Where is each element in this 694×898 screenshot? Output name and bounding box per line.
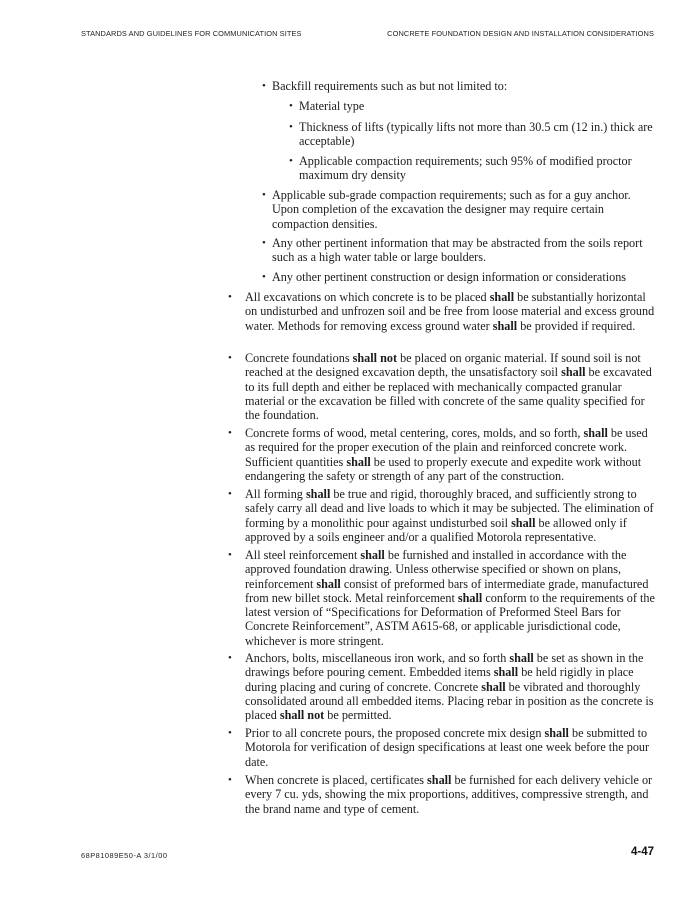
bullet-item [228, 487, 659, 544]
bullet-icon: • [289, 100, 293, 112]
bullet-item [228, 426, 659, 483]
emphasis-text: shall [489, 290, 515, 304]
text-run: be used as required for the proper execution of the plain and reinforced concrete work. Sufficient quantities [245, 426, 648, 469]
bullet-item [228, 548, 659, 648]
text-run: consist of preformed bars of intermediate grade, manufactured from new billet stock. Metal reinforcement [245, 576, 649, 605]
bullet-icon: • [228, 352, 232, 364]
bullet-icon: • [262, 271, 266, 283]
emphasis-text: shall not [279, 708, 325, 723]
emphasis-text: shall [481, 679, 506, 694]
bullet-text [245, 773, 659, 816]
text-run: be allowed only if approved by a soils engineer and/or a qualified Motorola representative. [245, 515, 627, 544]
emphasis-text: shall [427, 773, 452, 787]
text-run: Concrete forms of wood, metal centering, cores, molds, and so forth, [245, 426, 584, 440]
text-run: be excavated to its full depth and either be replaced with mechanically compacted granular material or the excavation be filled with concrete of the same quality specified for the foundation. [245, 365, 652, 423]
text-run: Concrete foundations [245, 351, 353, 365]
bullet-item [228, 351, 659, 423]
bullet-text [299, 120, 659, 149]
text-run: Any other pertinent information that may be abstracted from the soils report such as a high water table or large boulders. [272, 236, 643, 265]
emphasis-text: shall [511, 515, 536, 530]
emphasis-text: shall [346, 454, 371, 469]
bullet-item [289, 120, 659, 149]
bullet-item [289, 154, 659, 183]
bullet-icon: • [228, 727, 232, 739]
document-id-date: 68P81089E50-A 3/1/00 [81, 851, 168, 860]
bullet-icon: • [262, 237, 266, 249]
emphasis-text: shall [360, 548, 385, 562]
bullet-item [262, 236, 659, 265]
running-header-right: CONCRETE FOUNDATION DESIGN AND INSTALLATION CONSIDERATIONS [387, 29, 654, 38]
bullet-icon: • [228, 291, 232, 303]
bullet-text [245, 651, 659, 722]
bullet-text [245, 726, 659, 769]
emphasis-text: shall [544, 726, 569, 740]
emphasis-text: shall [493, 665, 519, 680]
bullet-icon: • [228, 488, 232, 500]
bullet-text [272, 270, 659, 284]
text-run: All steel reinforcement [245, 548, 361, 562]
bullet-icon: • [228, 652, 232, 664]
emphasis-text: shall [583, 426, 608, 440]
bullet-text [245, 351, 659, 422]
text-run: be substantially horizontal on undisturbed and unfrozen soil and be free from loose material and excess ground water. Methods for removing excess ground water [245, 290, 655, 333]
bullet-text [245, 290, 659, 333]
emphasis-text: shall [509, 651, 534, 665]
text-run: be provided if required. [517, 318, 636, 333]
bullet-item [228, 651, 659, 723]
text-run: be submitted to Motorola for verification of design specifications at least one week before the pour date. [245, 726, 650, 769]
text-run: Anchors, bolts, miscellaneous iron work, and so forth [245, 651, 510, 665]
bullet-text [299, 154, 659, 183]
bullet-item [262, 188, 659, 231]
bullet-icon: • [289, 155, 293, 167]
text-run: be placed on organic material. If sound soil is not reached at the designed excavation depth, the unsatisfactory soil [245, 351, 641, 380]
bullet-text [299, 99, 659, 113]
bullet-text [245, 426, 659, 483]
bullet-item [228, 726, 659, 769]
emphasis-text: shall [457, 590, 483, 605]
bullet-item [289, 99, 659, 113]
running-header-left: STANDARDS AND GUIDELINES FOR COMMUNICATION SITES [81, 29, 302, 38]
text-run: conform to the requirements of the latest version of “Specifications for Deformation of Preformed Steel Bars for Concrete Reinforcement”, ASTM A615-68, or applicable jurisdictional code, whichever is more stringent. [245, 590, 655, 648]
text-run: be used to properly execute and expedite work without endangering the safety or strength of any part of the construction. [245, 454, 642, 483]
bullet-text [272, 236, 659, 265]
text-run: be furnished and installed in accordance with the approved foundation drawing. Unless otherwise specified or shown on plans, reinforcement [245, 548, 627, 591]
emphasis-text: shall [316, 576, 341, 591]
text-run: Backfill requirements such as but not limited to: [272, 79, 508, 93]
page-number: 4-47 [630, 846, 654, 858]
text-run: be vibrated and thoroughly consolidated around all embedded items. Placing rebar in position as the concrete is placed [245, 679, 654, 723]
bullet-icon: • [228, 549, 232, 561]
text-run: be held rigidly in place during placing and curing of concrete. Concrete [245, 665, 634, 694]
text-run: When concrete is placed, certificates [245, 773, 428, 787]
text-run: Applicable compaction requirements; such 95% of modified proctor maximum dry density [299, 154, 632, 183]
bullet-item [228, 290, 659, 333]
text-run: Thickness of lifts (typically lifts not more than 30.5 cm (12 in.) thick are acceptable) [299, 120, 653, 149]
text-run: Prior to all concrete pours, the proposed concrete mix design [245, 726, 545, 740]
text-run: Any other pertinent construction or design information or considerations [272, 270, 627, 284]
emphasis-text: shall not [352, 351, 398, 365]
bullet-item [262, 79, 659, 93]
bullet-icon: • [228, 427, 232, 439]
text-run: be true and rigid, thoroughly braced, and sufficiently strong to safely carry all dead and live loads to which it may be subjected. The elimination of forming by a monolithic pour against undisturbed soil [245, 487, 654, 530]
bullet-icon: • [228, 774, 232, 786]
bullet-icon: • [262, 80, 266, 92]
bullet-item [228, 773, 659, 816]
text-run: be set as shown in the drawings before pouring cement. Embedded items [245, 651, 644, 680]
text-run: be permitted. [324, 708, 392, 723]
text-run: All forming [245, 487, 306, 501]
text-run: All excavations on which concrete is to be placed [245, 290, 490, 304]
emphasis-text: shall [561, 365, 586, 380]
bullet-text [272, 79, 659, 93]
bullet-icon: • [289, 121, 293, 133]
bullet-text [245, 487, 659, 544]
bullet-text [272, 188, 659, 231]
emphasis-text: shall [492, 318, 518, 333]
bullet-item [262, 270, 659, 284]
text-run: be furnished for each delivery vehicle or every 7 cu. yds, showing the mix proportions, additives, compressive strength, and the brand name and type of cement. [245, 773, 653, 816]
bullet-icon: • [262, 189, 266, 201]
bullet-text [245, 548, 659, 648]
text-run: Material type [299, 99, 365, 113]
text-run: Applicable sub-grade compaction requirements; such as for a guy anchor. Upon completion of the excavation the designer may require certain compaction densities. [272, 188, 631, 231]
emphasis-text: shall [305, 487, 331, 501]
